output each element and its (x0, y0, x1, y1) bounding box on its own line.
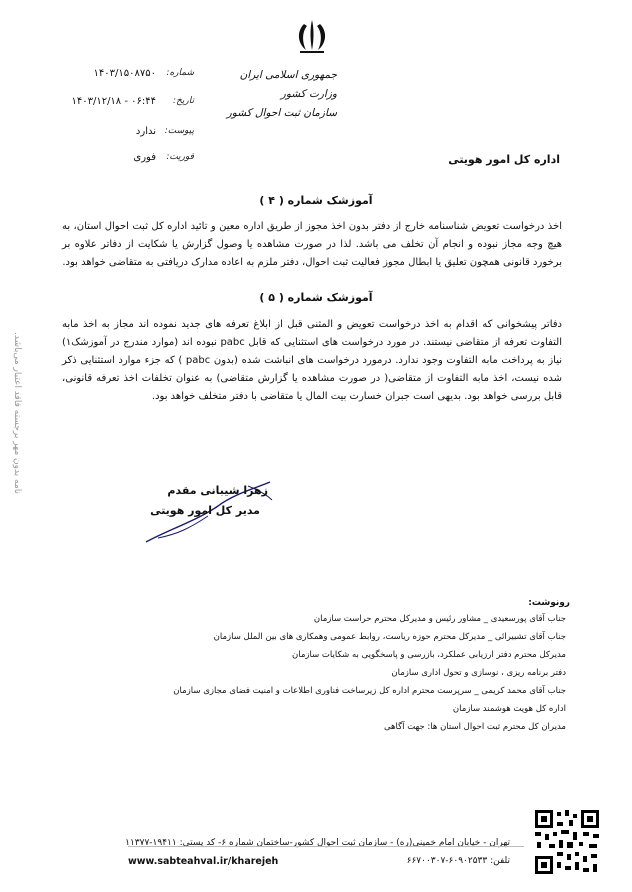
section-paragraph-5: دفاتر پیشخوانی که اقدام به اخذ درخواست تعویض و المثنی قبل از ابلاغ تعرفه های جدید نموده اند مجاز به اخذ مابه التفاوت تعرفه از متقاضی نیستند. در مورد درخواست های استثنایی که قابل pabc نبوده اند (موارد مندرج در آموزشک۱) نیاز به پرداخت مابه التفاوت وجود ندارد. درمورد درخواست های انباشت شده (بدون pabc ) که جزء موارد استثنایی ذکر شده نیست، اخذ مابه التفاوت از متقاضی( در صورت مشاهده یا گزارش متقاضی) به عنوان تخلفات اخذ تعرفه قانونی، قابل بررسی خواهد بود. بدیهی است جبران خسارت بیت المال یا متقاضی با دفتر متخلف خواهد بود. (62, 319, 563, 402)
cc-title: رونوشت: (528, 598, 570, 608)
cc-item: مدیرکل محترم دفتر ارزیابی عملکرد، بازرسی و پاسخگویی به شکایات سازمان (292, 650, 566, 660)
letterhead-line1: جمهوری اسلامی ایران (239, 69, 337, 81)
letter-number (64, 68, 194, 82)
signatory-title: مدیر کل امور هویتی (150, 504, 260, 517)
footer-website: www.sabteahval.ir/kharejeh (128, 856, 279, 867)
letter-priority (64, 152, 194, 166)
department-title: اداره کل امور هویتی (448, 153, 560, 166)
letter-attachment-value: ندارد (135, 126, 156, 137)
letter-date-label: تاریخ: (173, 96, 194, 106)
letter-attachment (64, 126, 194, 140)
letterhead (227, 66, 337, 123)
qr-code-icon (533, 808, 601, 876)
cc-item: مدیران کل محترم ثبت احوال استان ها: جهت آگاهی (383, 722, 566, 732)
letter-date-value: ۱۴۰۳/۱۲/۱۸ - ۰۶:۴۴ (71, 96, 156, 107)
iran-emblem-icon (290, 14, 334, 58)
cc-item: دفتر برنامه ریزی ، نوسازی و تحول اداری سازمان (391, 668, 566, 678)
letterhead-line3: سازمان ثبت احوال کشور (226, 107, 337, 119)
cc-item: جناب آقای محمد کریمی _ سرپرست محترم اداره کل زیرساخت فناوری اطلاعات و امنیت فضای مجازی سازمان (173, 686, 566, 696)
section-heading-4: آموزشک شماره ( ۴ ) (259, 194, 373, 207)
footer-phone: تلفن: ۶۰۹۰۲۵۳۳-۶۶۷۰۰۳۰۷ (406, 856, 510, 866)
cc-item: جناب آقای تشبیرائی _ مدیرکل محترم حوزه ریاست، روابط عمومی وهمکاری های بین الملل سازمان (213, 632, 566, 642)
letter-priority-value: فوری (133, 152, 156, 163)
validity-side-note: نامه بدون مهر برجسته فاقد اعتبار می‌باشد. (12, 332, 22, 494)
letter-date (64, 96, 194, 110)
letter-number-value: ۱۴۰۳/۱۵۰۸۷۵۰ (93, 68, 156, 79)
letter-attachment-label: پیوست: (164, 126, 194, 136)
cc-item: اداره کل هویت هوشمند سازمان (452, 704, 566, 714)
letter-number-label: شماره: (166, 68, 194, 78)
letterhead-line2: وزارت کشور (280, 88, 337, 100)
footer-divider (128, 846, 524, 847)
footer-address: تهران - خیابان امام خمینی(ره) - سازمان ثبت احوال کشور-ساختمان شماره ۶- کد پستی: ۱۹۴۱۱-۱۱۳۷۷ (125, 838, 510, 848)
section-paragraph-4: اخذ درخواست تعویض شناسنامه خارج از دفتر بدون اخذ مجوز از طریق اداره معین و تائید اداره کل ثبت احوال استان، به هیچ وجه مجاز نبوده و انجام آن تخلف می باشد. لذا در صورت مشاهده یا وصول گزارش یا شکایت از دفاتر علاوه بر برخورد قانونی همچون تعلیق یا ابطال مجوز فعالیت ثبت احوال، دفتر ملزم به اعاده مدارک دریافتی به متقاضی خواهد بود. (62, 221, 562, 268)
signatory-name: زهرا شیبانی مقدم (167, 484, 268, 497)
section-heading-5: آموزشک شماره ( ۵ ) (259, 291, 373, 304)
cc-item: جناب آقای پورسعیدی _ مشاور رئیس و مدیرکل محترم حراست سازمان (313, 614, 566, 624)
letter-priority-label: فوریت: (166, 152, 194, 162)
